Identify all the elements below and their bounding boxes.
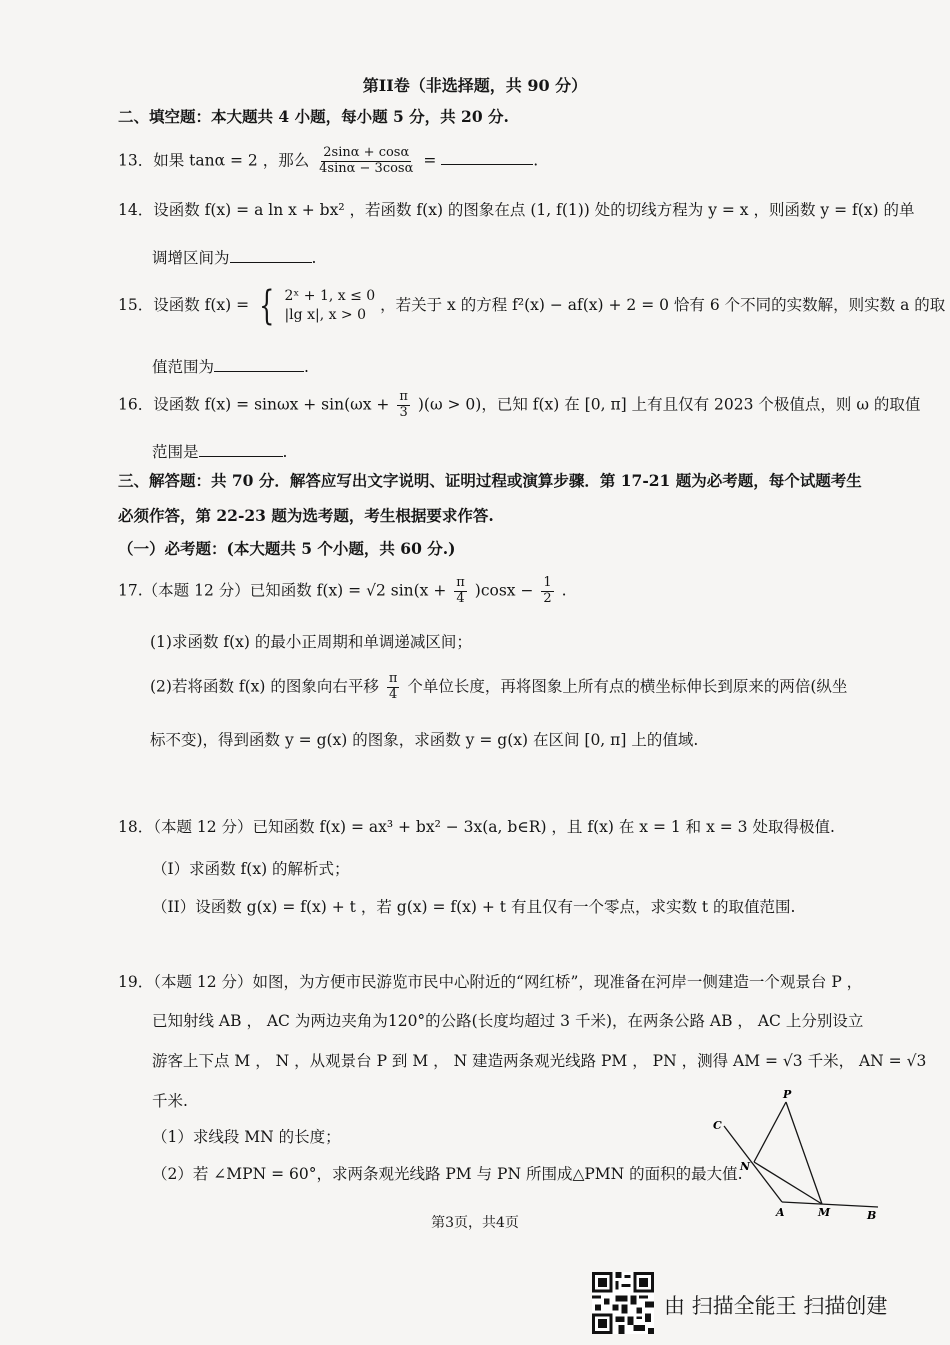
q17-part1: (1)求函数 f(x) 的最小正周期和单调递减区间；	[150, 633, 472, 651]
segment-pm	[786, 1102, 822, 1204]
label-m: M	[818, 1206, 831, 1219]
q17-part2-cont: 标不变)，得到函数 y = g(x) 的图象，求函数 y = g(x) 在区间 [0, π] 上的值域.	[150, 731, 699, 749]
q15-answer-blank	[214, 357, 304, 372]
qr-code-icon	[592, 1272, 654, 1334]
q18-part2: （II）设函数 g(x) = f(x) + t ，若 g(x) = f(x) + t 有且仅有一个零点，求实数 t 的取值范围.	[152, 898, 796, 916]
q18-part1: （I）求函数 f(x) 的解析式；	[152, 860, 350, 878]
fill-in-heading: 二、填空题：本大题共 4 小题，每小题 5 分，共 20 分.	[118, 107, 509, 126]
question-19-line1: 19．（本题 12 分）如图，为方便市民游览市民中心附近的“网红桥”，现准备在河岸一侧建造一个观景台 P ，	[118, 973, 863, 991]
q14-answer-blank	[230, 248, 312, 263]
q17-part2: (2)若将函数 f(x) 的图象向右平移 $\frac{\pi}{4}$ 个单位长度，再将图象上所有点的横坐标伸长到原来的两倍(纵坐	[150, 671, 848, 702]
label-a: A	[776, 1206, 785, 1219]
question-16-line1: 16．设函数 f(x) = sinωx + sin(ωx + $\frac{\pi}{3}$ )(ω > 0)，已知 f(x) 在 [0, π] 上有且仅有 2023 个极值点，则 ω 的取值	[118, 389, 921, 420]
required-subsection: （一）必考题：(本大题共 5 个小题，共 60 分.)	[118, 539, 456, 558]
piecewise-brace: {	[259, 283, 275, 329]
question-19-line4: 千米.	[152, 1092, 188, 1110]
question-15-line1: 15．设函数 f(x) = { 2ˣ + 1, x ≤ 0 |lg x|, x > 0 ，若关于 x 的方程 f²(x) − af(x) + 2 = 0 恰有 6 个不同的实数解，则实数 a 的取	[118, 283, 946, 329]
question-14-line2: 调增区间为 .	[152, 249, 317, 267]
question-19-line3: 游客上下点 M ， N ，从观景台 P 到 M ， N 建造两条观光线路 PM ， PN ，测得 AM = √3 千米， AN = √3	[152, 1052, 927, 1070]
q16-answer-blank	[199, 442, 283, 457]
section-title: 第II卷（非选择题，共 90 分）	[362, 76, 588, 95]
q13-fraction: $\frac{2\sin\alpha + \cos\alpha}{4\sin\alpha - 3\cos\alpha}$	[319, 145, 414, 176]
question-16-line2: 范围是 .	[152, 443, 288, 461]
label-b: B	[867, 1209, 877, 1222]
label-n: N	[740, 1160, 751, 1173]
geometry-figure	[700, 1088, 890, 1223]
scanner-text: 由 扫描全能王 扫描创建	[664, 1294, 888, 1318]
scanner-watermark	[592, 1272, 932, 1338]
segment-mn	[754, 1162, 822, 1204]
q19-part2: （2）若 ∠MPN = 60°，求两条观光线路 PM 与 PN 所围成△PMN 的面积的最大值.	[152, 1165, 743, 1183]
question-17: 17.（本题 12 分）已知函数 f(x) = √2 sin(x + $\frac{\pi}{4}$ )cosx − $\frac{1}{2}$ .	[118, 575, 567, 606]
question-19-line2: 已知射线 AB ， AC 为两边夹角为120°的公路(长度均超过 3 千米)，在两条公路 AB ， AC 上分别设立	[152, 1012, 864, 1030]
question-13: 13．如果 tanα = 2 ，那么 $\frac{2\sin\alpha + \cos\alpha}{4\sin\alpha - 3\cos\alpha}$ = .	[118, 145, 539, 176]
question-18: 18．（本题 12 分）已知函数 f(x) = ax³ + bx² − 3x(a, b∈R) ，且 f(x) 在 x = 1 和 x = 3 处取得极值.	[118, 818, 835, 836]
answer-section-heading: 三、解答题：共 70 分．解答应写出文字说明、证明过程或演算步骤．第 17-21 题为必考题，每个试题考生	[118, 471, 862, 490]
label-p: P	[783, 1088, 792, 1101]
piecewise-cases: 2ˣ + 1, x ≤ 0 |lg x|, x > 0	[284, 288, 376, 323]
q13-text: 13．如果 tanα = 2 ，那么	[118, 151, 310, 170]
ray-ac	[724, 1126, 782, 1202]
answer-section-heading-2: 必须作答，第 22-23 题为选考题，考生根据要求作答.	[118, 506, 494, 525]
label-c: C	[713, 1119, 722, 1132]
segment-pn	[754, 1102, 786, 1162]
question-14-line1: 14．设函数 f(x) = a ln x + bx² ，若函数 f(x) 的图象在点 (1, f(1)) 处的切线方程为 y = x ，则函数 y = f(x) 的单	[118, 201, 915, 219]
q19-part1: （1）求线段 MN 的长度；	[152, 1128, 341, 1146]
question-15-line2: 值范围为 .	[152, 358, 309, 376]
page-number: 第3页，共4页	[431, 1215, 519, 1231]
q13-answer-blank	[441, 150, 533, 165]
